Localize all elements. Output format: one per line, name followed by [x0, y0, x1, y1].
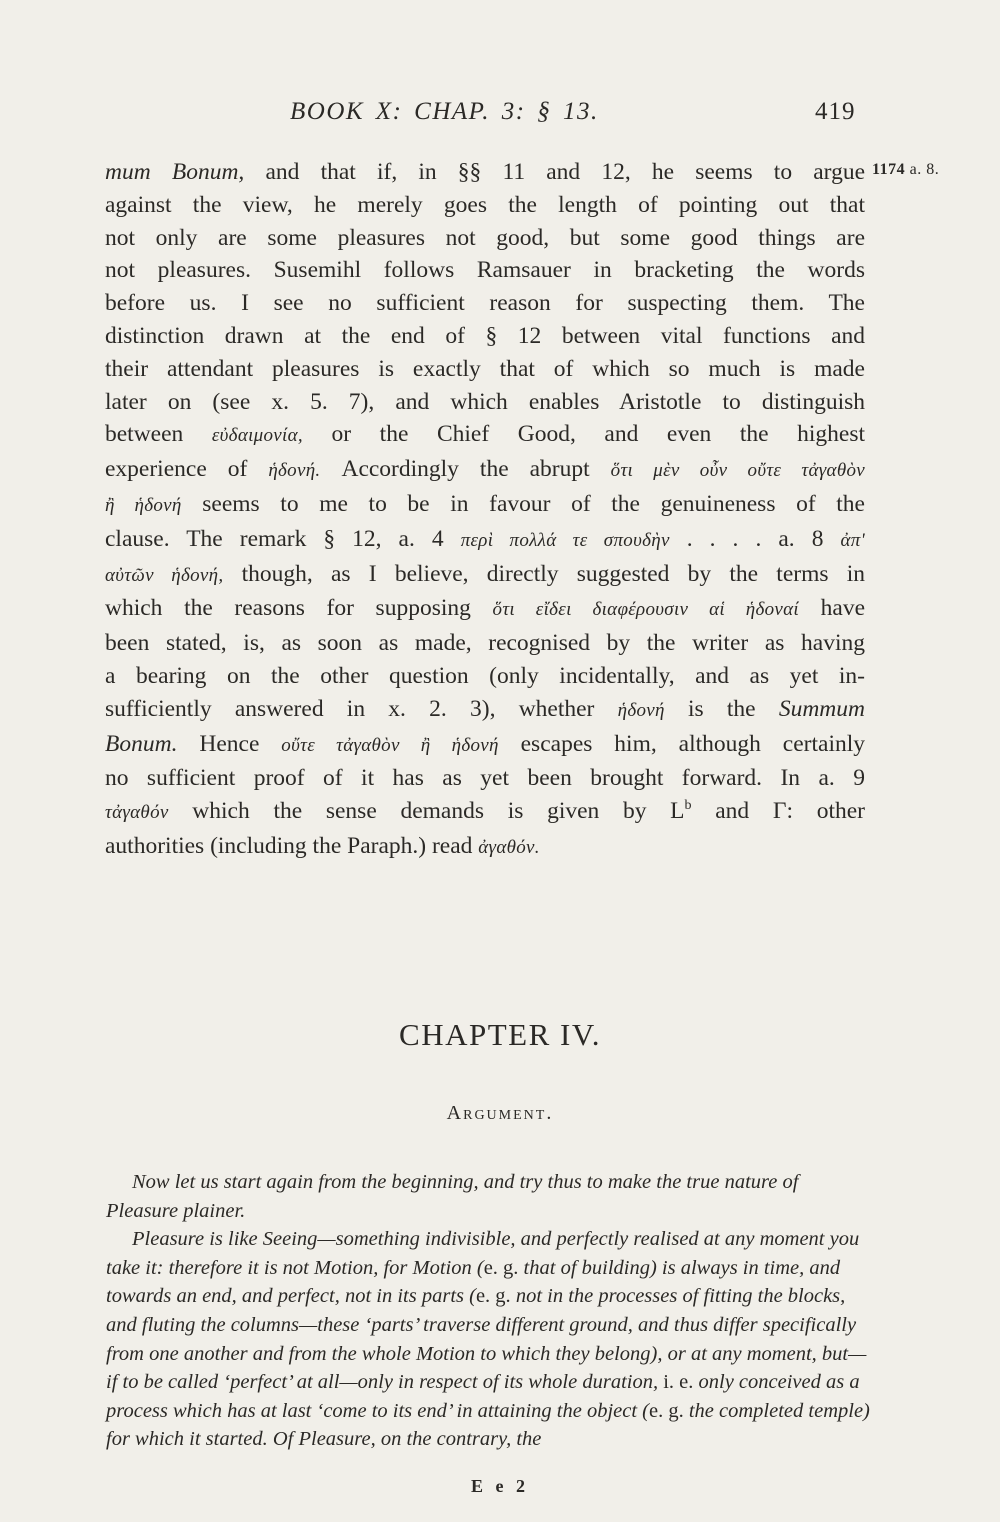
- text-line: not pleasures. Susemihl follows Ramsauer in bracketing the words: [105, 257, 865, 284]
- greek-phrase: εὐδαιμονία,: [211, 425, 303, 447]
- margin-reference: [872, 161, 939, 179]
- text-line: [105, 488, 865, 523]
- greek-phrase: αὐτῶν ἡδονή,: [105, 564, 224, 586]
- superscript: b: [684, 798, 692, 814]
- text-line: [105, 453, 865, 488]
- running-head: [0, 98, 1000, 142]
- text-span: only conceived as a process which has at last ‘come to its end’ in attaining the object (: [106, 1371, 860, 1422]
- argument-label: Argument.: [446, 1102, 554, 1124]
- text-span: which the reasons for supposing: [105, 595, 493, 622]
- argument-paragraph: Now let us start again from the beginning, and try thus to make the true nature of Pleasure plainer.: [106, 1171, 799, 1222]
- text-line: against the view, he merely goes the length of pointing out that: [105, 191, 865, 218]
- italic-phrase: mum Bonum,: [105, 159, 245, 185]
- text-span: Accordingly the abrupt: [320, 456, 611, 483]
- text-line: [105, 693, 865, 728]
- text-span: between: [105, 421, 212, 448]
- italic-phrase: Summum: [778, 695, 865, 722]
- signature-mark: E e 2: [471, 1476, 529, 1496]
- text-span: escapes him, although certainly: [498, 730, 866, 757]
- text-span: have: [799, 595, 865, 622]
- greek-phrase: ἀγαθόν.: [478, 836, 540, 858]
- text-line: before us. I see no sufficient reason for suspecting them. The: [105, 290, 865, 317]
- chapter-heading: CHAPTER IV.: [399, 1017, 601, 1052]
- greek-phrase: ἢ ἡδονή: [105, 494, 182, 516]
- text-span: the completed temple) for which it started. Of Pleasure, on the contrary, the: [106, 1399, 870, 1451]
- text-span: though, as I believe, directly suggested by the terms in: [223, 560, 865, 587]
- text-span: is the: [664, 695, 779, 722]
- text-line: [105, 728, 865, 763]
- text-span: which the sense demands is given by L: [168, 798, 685, 825]
- text-line: [105, 795, 865, 830]
- margin-reference-rest: a. 8.: [909, 161, 940, 178]
- text-span: that of building) is always in time, and towards an end, and perfect, not in its parts (: [106, 1256, 841, 1308]
- text-span: . . . . a. 8: [669, 525, 841, 552]
- margin-reference-number: 1174: [872, 161, 906, 178]
- greek-phrase: ἡδονή.: [268, 460, 321, 482]
- text-line: no sufficient proof of it has as yet been brought forward. In a. 9: [105, 765, 865, 792]
- text-line: not only are some pleasures not good, but some good things are: [105, 224, 865, 251]
- argument-text: [106, 1168, 871, 1454]
- page-number: 419: [815, 98, 856, 125]
- italic-phrase: Bonum.: [105, 730, 178, 757]
- text-line: distinction drawn at the end of § 12 between vital functions and: [105, 322, 865, 349]
- text-span: e. g.: [649, 1399, 684, 1422]
- text-span: and Γ: other: [691, 798, 865, 825]
- argument-heading: [0, 1102, 1000, 1125]
- text-line: [105, 156, 865, 189]
- text-line: [105, 830, 865, 865]
- text-span: clause. The remark § 12, a. 4: [105, 525, 461, 552]
- text-line: a bearing on the other question (only incidentally, and as yet in-: [105, 662, 865, 689]
- text-span: sufficiently answered in x. 2. 3), whether: [105, 695, 618, 722]
- greek-phrase: ὅτι μὲν οὖν οὔτε τἀγαθὸν: [610, 460, 865, 482]
- text-line: been stated, is, as soon as made, recognised by the writer as having: [105, 630, 865, 657]
- greek-phrase: τἀγαθόν: [105, 802, 169, 824]
- commentary-text: [105, 156, 865, 865]
- text-span: Hence: [177, 730, 282, 757]
- text-span: experience of: [105, 456, 269, 483]
- text-span: and that if, in §§ 11 and 12, he seems to argue: [244, 159, 865, 185]
- text-line: [105, 558, 865, 593]
- text-span: not in the processes of fitting the blocks, and fluting the columns—these ‘parts’ traverse different ground, and thus differ specifically from one another and from the whole Motion to which they belong), or at any moment, but—if to be called ‘perfect’ at all—only in respect of its whole duration,: [106, 1285, 867, 1394]
- greek-phrase: ἀπ': [840, 529, 865, 551]
- greek-phrase: ἡδονή: [617, 699, 665, 721]
- text-line: [105, 592, 865, 627]
- running-title: BOOK X: CHAP. 3: § 13.: [290, 98, 599, 125]
- text-span: seems to me to be in favour of the genuineness of the: [181, 490, 865, 517]
- text-span: e. g.: [483, 1256, 519, 1279]
- greek-phrase: ὅτι εἴδει διαφέρουσιν αἱ ἡδοναί: [492, 599, 799, 621]
- text-span: authorities (including the Paraph.) read: [105, 832, 479, 859]
- text-span: i. e.: [663, 1371, 694, 1394]
- text-line: later on (see x. 5. 7), and which enables Aristotle to distinguish: [105, 388, 865, 415]
- greek-phrase: οὔτε τἀγαθὸν ἢ ἡδονή: [281, 734, 499, 756]
- greek-phrase: περὶ πολλά τε σπουδὴν: [460, 529, 670, 551]
- text-span: e. g.: [475, 1285, 511, 1308]
- text-span: Pleasure is like Seeing—something indivisible, and perfectly realised at any moment you take it: therefore it is not Motion, for Motion (: [106, 1228, 860, 1279]
- argument-paragraph: [106, 1225, 871, 1454]
- text-line: [105, 418, 865, 453]
- text-line: their attendant pleasures is exactly that of which so much is made: [105, 355, 865, 382]
- text-line: [105, 523, 865, 558]
- text-span: or the Chief Good, and even the highest: [302, 421, 865, 448]
